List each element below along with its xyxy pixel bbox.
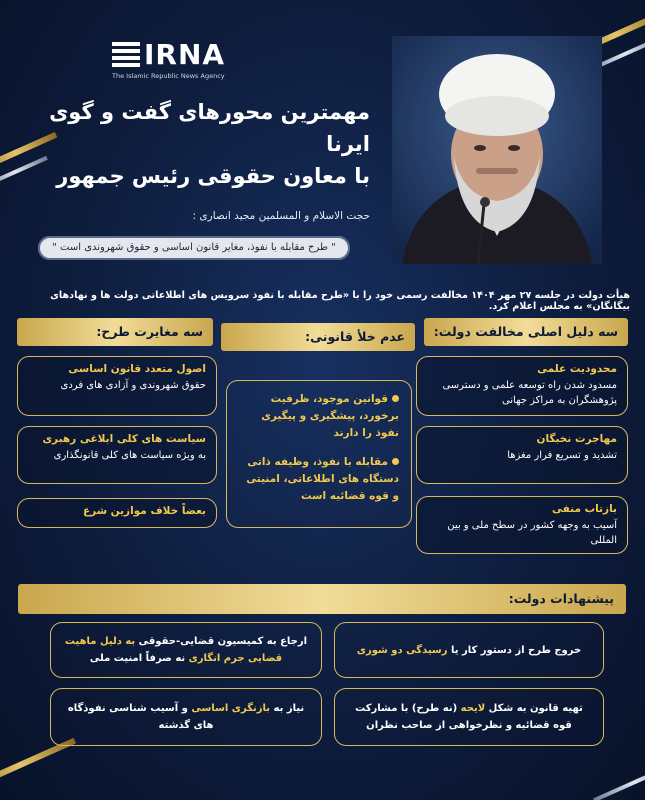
- conflict-text: حقوق شهروندی و آزادی های فردی: [60, 380, 206, 391]
- conflict-card: [17, 426, 217, 484]
- irna-logo: [112, 38, 226, 82]
- page-title: [20, 96, 370, 192]
- reason-title: محدودیت علمی: [537, 363, 617, 375]
- vacuum-item: [239, 454, 399, 505]
- reason-text: آسیب به وجهه کشور در سطح ملی و بین المللی: [447, 520, 617, 546]
- proposal-text: (نه طرح) با مشارکت قوه قضائیه و نظرخواهی از صاحب نظران: [355, 703, 572, 731]
- reason-text: تشدید و تسریع فرار مغزها: [507, 450, 617, 461]
- intro-text: هیأت دولت در جلسه ۲۷ مهر ۱۴۰۴ مخالفت رسمی خود را با «طرح مقابله با نفوذ سرویس های اطلاعاتی دولت ها و نهادهای بیگانگان» به مجلس اعلام کرد.: [50, 290, 630, 312]
- proposal-text: و آسیب شناسی نفوذگاه های گذشته: [67, 703, 214, 731]
- reason-text: مسدود شدن راه توسعه علمی و دسترسی پژوهشگران به مراکز جهانی: [442, 380, 617, 406]
- proposal-highlight: رسیدگی دو شوری: [356, 644, 448, 656]
- reason-card: [416, 496, 628, 554]
- proposal-text: ارجاع به کمیسیون قضایی-حقوقی: [135, 636, 308, 647]
- proposal-text: خروج طرح از دستور کار یا: [447, 644, 582, 656]
- proposal-card: [50, 688, 322, 746]
- proposal-card: [334, 688, 604, 746]
- conflict-card: [17, 498, 217, 528]
- vacuum-header: عدم خلأ قانونی:: [221, 323, 415, 351]
- logo-wordmark: IRNA: [144, 38, 226, 71]
- reasons-header: سه دلیل اصلی مخالفت دولت:: [424, 318, 628, 346]
- proposal-text: تهیه قانون به شکل: [485, 703, 583, 714]
- decor-stripe: [593, 762, 645, 800]
- reason-title: بازتاب منفی: [552, 503, 617, 515]
- speaker-portrait: [392, 36, 602, 264]
- speaker-name: حجت الاسلام و المسلمین مجید انصاری :: [192, 210, 370, 222]
- conflict-title: اصول متعدد قانون اساسی: [68, 363, 206, 375]
- conflict-title: بعضاً خلاف موازین شرع: [82, 505, 206, 517]
- vacuum-item-text: قوانین موجود، ظرفیت برخورد، پیشگیری و پیگیری نفوذ را دارند: [261, 393, 399, 439]
- proposal-text: نیاز به: [270, 703, 305, 714]
- title-line-1: مهمترین محورهای گفت و گوی ایرنا: [49, 100, 370, 156]
- vacuum-item: [239, 391, 399, 442]
- vacuum-item-text: مقابله با نفوذ، وظیفه ذاتی دستگاه های اطلاعاتی، امنیتی و قوه قضائیه است: [246, 456, 399, 502]
- proposal-card: [50, 622, 322, 678]
- quote-pill: " طرح مقابله با نفوذ، مغایر قانون اساسی و حقوق شهروندی است ": [38, 236, 350, 260]
- bullet-icon: [392, 395, 399, 402]
- conflict-card: [17, 356, 217, 416]
- reason-title: مهاجرت نخبگان: [536, 433, 617, 445]
- conflict-title: سیاست های کلی ابلاغی رهبری: [42, 433, 206, 445]
- bullet-icon: [392, 458, 399, 465]
- proposal-text: نه صرفاً امنیت ملی: [89, 653, 189, 664]
- proposals-header: پیشنهادات دولت:: [18, 584, 626, 614]
- vacuum-card: [226, 380, 412, 528]
- reason-card: [416, 356, 628, 416]
- logo-subtitle: The Islamic Republic News Agency: [112, 72, 225, 80]
- title-line-2: با معاون حقوقی رئیس جمهور: [56, 164, 370, 188]
- proposal-highlight: لایحه: [460, 703, 486, 714]
- logo-mark-icon: [112, 42, 140, 70]
- proposal-highlight: به دلیل ماهیت قضایی جرم انگاری: [64, 636, 283, 664]
- conflicts-header: سه مغایرت طرح:: [17, 318, 213, 346]
- proposal-highlight: بازنگری اساسی: [191, 703, 271, 714]
- reason-card: [416, 426, 628, 484]
- conflict-text: به ویژه سیاست های کلی قانونگذاری: [53, 450, 206, 461]
- proposal-card: [334, 622, 604, 678]
